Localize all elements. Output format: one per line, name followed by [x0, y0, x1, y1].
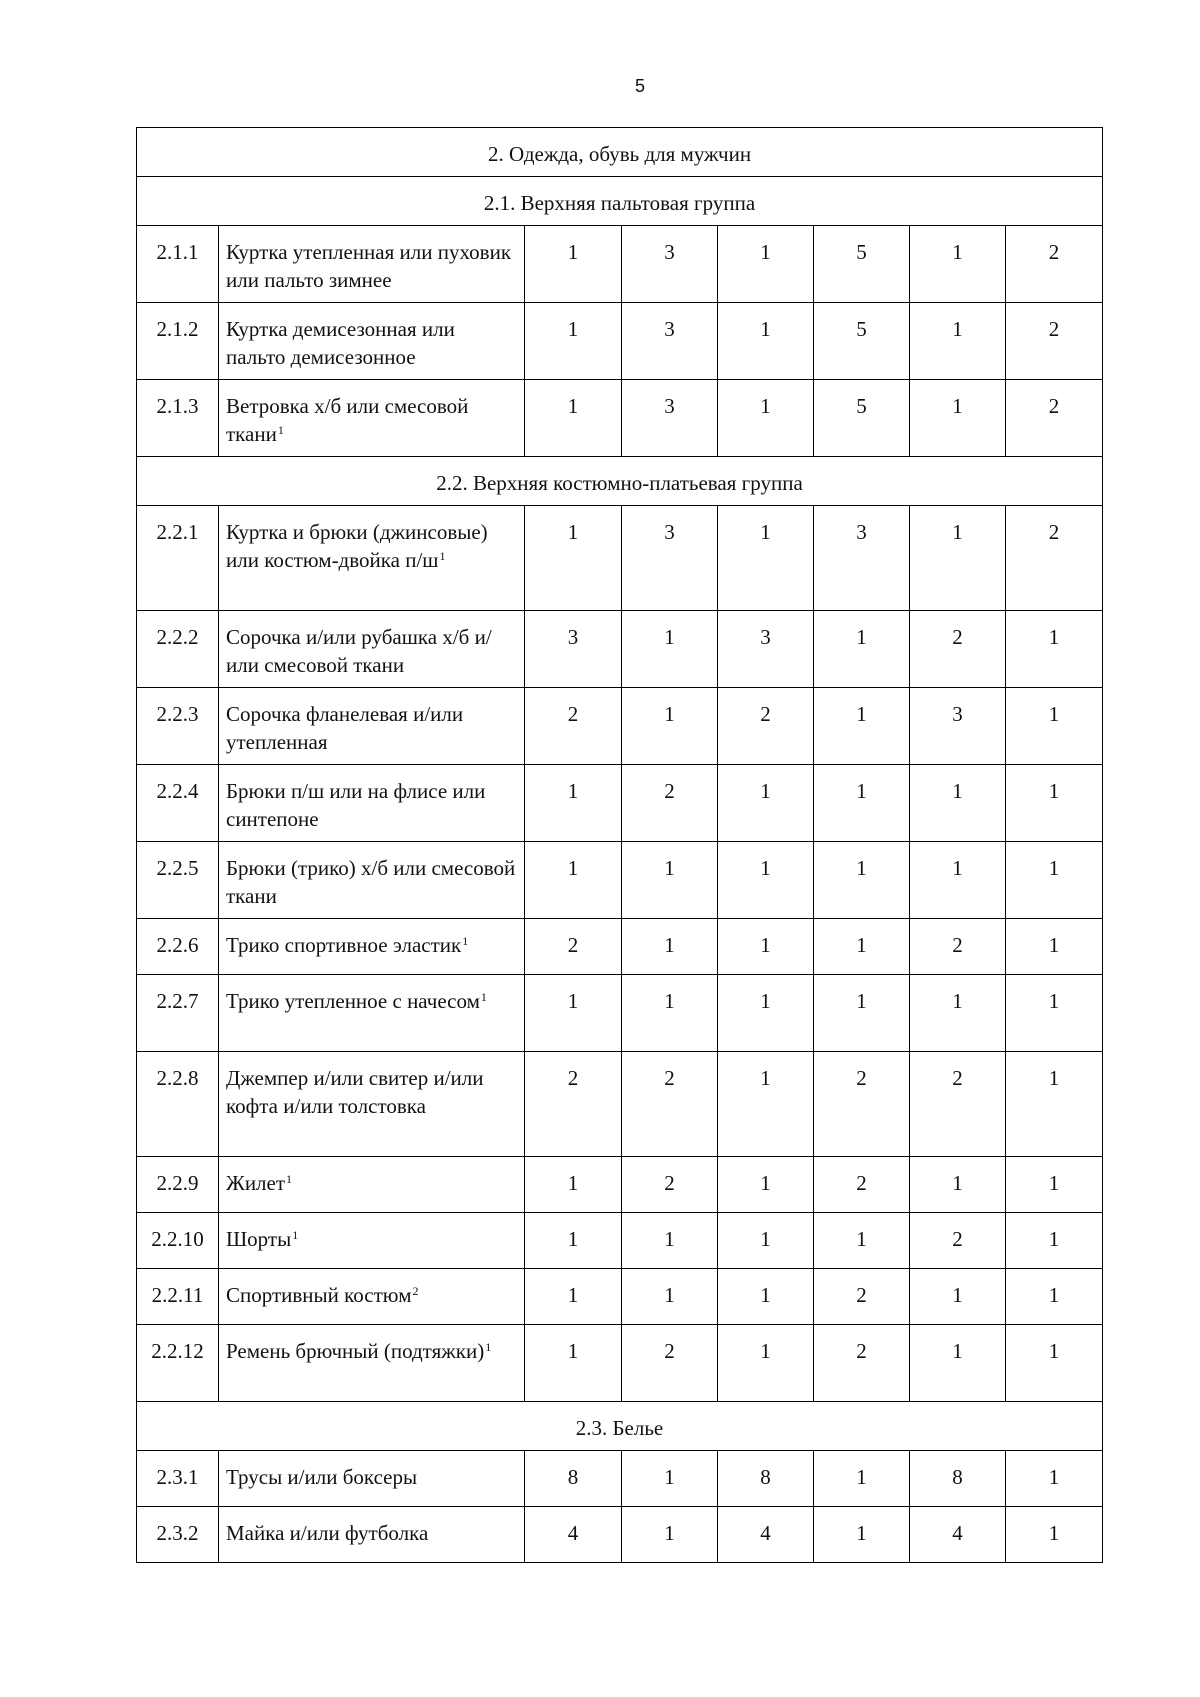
quantity-cell: 2 [622, 765, 718, 842]
quantity-cell: 1 [910, 1157, 1006, 1213]
quantity-cell: 2 [1006, 380, 1103, 457]
table-row [137, 303, 1103, 380]
quantity-cell: 1 [910, 303, 1006, 380]
item-name: Майка и/или футболка [226, 1521, 429, 1545]
item-name: Куртка и брюки (джинсовые) или костюм-двойка п/ш [226, 520, 488, 572]
quantity-cell: 3 [718, 611, 814, 688]
item-number: 2.2.3 [137, 688, 219, 765]
quantity-cell: 1 [622, 1451, 718, 1507]
quantity-cell: 1 [525, 975, 622, 1052]
table-row [137, 919, 1103, 975]
quantity-cell: 1 [622, 1269, 718, 1325]
item-number: 2.2.4 [137, 765, 219, 842]
quantity-cell: 1 [910, 842, 1006, 919]
quantity-cell: 2 [1006, 226, 1103, 303]
section-header-row [137, 1402, 1103, 1451]
quantity-cell: 2 [1006, 303, 1103, 380]
item-name-cell [219, 1451, 525, 1507]
item-number: 2.1.2 [137, 303, 219, 380]
item-name-cell [219, 919, 525, 975]
quantity-cell: 1 [910, 1325, 1006, 1402]
quantity-cell: 1 [718, 380, 814, 457]
item-number: 2.3.2 [137, 1507, 219, 1563]
section-title: 2.3. Белье [137, 1402, 1103, 1451]
item-number: 2.2.5 [137, 842, 219, 919]
quantity-cell: 2 [814, 1269, 910, 1325]
quantity-cell: 1 [910, 506, 1006, 611]
quantity-cell: 1 [814, 919, 910, 975]
quantity-cell: 1 [814, 1507, 910, 1563]
item-name: Трико спортивное эластик [226, 933, 462, 957]
quantity-cell: 2 [910, 919, 1006, 975]
section-header-row [137, 128, 1103, 177]
table-row [137, 1269, 1103, 1325]
footnote-marker: 2 [412, 1284, 419, 1298]
table-row [137, 765, 1103, 842]
item-name: Шорты [226, 1227, 292, 1251]
item-name: Куртка утепленная или пуховик или пальто зимнее [226, 240, 512, 292]
item-name: Спортивный костюм [226, 1283, 412, 1307]
quantity-cell: 2 [910, 1052, 1006, 1157]
page-number: 5 [634, 76, 645, 96]
quantity-cell: 1 [525, 842, 622, 919]
quantity-cell: 2 [814, 1052, 910, 1157]
item-name: Ремень брючный (подтяжки) [226, 1339, 485, 1363]
quantity-cell: 1 [622, 1507, 718, 1563]
item-name: Трусы и/или боксеры [226, 1465, 418, 1489]
table-row [137, 1157, 1103, 1213]
item-name: Сорочка фланелевая и/или утепленная [226, 702, 464, 754]
quantity-cell: 2 [525, 1052, 622, 1157]
quantity-cell: 1 [525, 303, 622, 380]
item-name-cell [219, 975, 525, 1052]
item-number: 2.2.7 [137, 975, 219, 1052]
item-number: 2.2.8 [137, 1052, 219, 1157]
item-number: 2.2.11 [137, 1269, 219, 1325]
item-name-cell [219, 765, 525, 842]
quantity-cell: 1 [814, 688, 910, 765]
quantity-cell: 1 [910, 975, 1006, 1052]
item-number: 2.2.6 [137, 919, 219, 975]
item-name-cell [219, 303, 525, 380]
table-row [137, 1052, 1103, 1157]
section-header-row [137, 457, 1103, 506]
clothing-norms-table [136, 127, 1103, 1563]
item-number: 2.2.9 [137, 1157, 219, 1213]
quantity-cell: 3 [622, 506, 718, 611]
table-row [137, 975, 1103, 1052]
quantity-cell: 1 [525, 1325, 622, 1402]
quantity-cell: 1 [622, 975, 718, 1052]
table-row [137, 226, 1103, 303]
item-name-cell [219, 842, 525, 919]
quantity-cell: 1 [622, 688, 718, 765]
quantity-cell: 1 [1006, 1507, 1103, 1563]
quantity-cell: 8 [910, 1451, 1006, 1507]
table-row [137, 688, 1103, 765]
quantity-cell: 1 [525, 1213, 622, 1269]
quantity-cell: 1 [622, 1213, 718, 1269]
quantity-cell: 3 [814, 506, 910, 611]
quantity-cell: 1 [1006, 1213, 1103, 1269]
item-name-cell [219, 506, 525, 611]
section-header-row [137, 177, 1103, 226]
footnote-marker: 1 [480, 990, 487, 1004]
quantity-cell: 5 [814, 380, 910, 457]
quantity-cell: 1 [1006, 765, 1103, 842]
table-row [137, 842, 1103, 919]
quantity-cell: 1 [718, 1052, 814, 1157]
item-name-cell [219, 1052, 525, 1157]
quantity-cell: 2 [718, 688, 814, 765]
quantity-cell: 1 [1006, 611, 1103, 688]
footnote-marker: 1 [462, 934, 469, 948]
item-name-cell [219, 380, 525, 457]
quantity-cell: 1 [1006, 688, 1103, 765]
table-row [137, 1213, 1103, 1269]
item-number: 2.2.10 [137, 1213, 219, 1269]
table-row [137, 1507, 1103, 1563]
quantity-cell: 1 [1006, 975, 1103, 1052]
quantity-cell: 1 [910, 226, 1006, 303]
quantity-cell: 1 [910, 1269, 1006, 1325]
quantity-cell: 1 [1006, 1052, 1103, 1157]
quantity-cell: 4 [525, 1507, 622, 1563]
quantity-cell: 1 [718, 975, 814, 1052]
quantity-cell: 1 [622, 919, 718, 975]
section-title: 2.1. Верхняя пальтовая группа [137, 177, 1103, 226]
item-name: Брюки п/ш или на флисе или синтепоне [226, 779, 486, 831]
quantity-cell: 1 [1006, 1269, 1103, 1325]
quantity-cell: 1 [1006, 1157, 1103, 1213]
quantity-cell: 2 [622, 1052, 718, 1157]
table-row [137, 506, 1103, 611]
item-number: 2.2.2 [137, 611, 219, 688]
quantity-cell: 1 [814, 1451, 910, 1507]
item-name: Джемпер и/или свитер и/или кофта и/или толстовка [226, 1066, 484, 1118]
quantity-cell: 2 [622, 1157, 718, 1213]
footnote-marker: 1 [292, 1228, 299, 1242]
quantity-cell: 8 [718, 1451, 814, 1507]
quantity-cell: 1 [718, 919, 814, 975]
quantity-cell: 1 [525, 765, 622, 842]
quantity-cell: 2 [1006, 506, 1103, 611]
quantity-cell: 1 [814, 975, 910, 1052]
item-name-cell [219, 226, 525, 303]
item-number: 2.3.1 [137, 1451, 219, 1507]
quantity-cell: 1 [814, 842, 910, 919]
quantity-cell: 8 [525, 1451, 622, 1507]
item-number: 2.2.1 [137, 506, 219, 611]
footnote-marker: 1 [277, 423, 284, 437]
quantity-cell: 1 [1006, 1325, 1103, 1402]
quantity-cell: 2 [525, 919, 622, 975]
quantity-cell: 1 [814, 1213, 910, 1269]
quantity-cell: 1 [718, 765, 814, 842]
footnote-marker: 1 [439, 549, 446, 563]
quantity-cell: 1 [1006, 1451, 1103, 1507]
item-name-cell [219, 1507, 525, 1563]
item-name: Жилет [226, 1171, 286, 1195]
quantity-cell: 1 [910, 765, 1006, 842]
quantity-cell: 4 [718, 1507, 814, 1563]
quantity-cell: 1 [718, 506, 814, 611]
table-row [137, 380, 1103, 457]
quantity-cell: 3 [622, 380, 718, 457]
quantity-cell: 2 [910, 611, 1006, 688]
quantity-cell: 1 [814, 765, 910, 842]
quantity-cell: 1 [525, 1157, 622, 1213]
quantity-cell: 1 [525, 1269, 622, 1325]
item-name-cell [219, 688, 525, 765]
quantity-cell: 1 [910, 380, 1006, 457]
quantity-cell: 1 [1006, 842, 1103, 919]
item-number: 2.1.1 [137, 226, 219, 303]
item-name-cell [219, 1157, 525, 1213]
quantity-cell: 4 [910, 1507, 1006, 1563]
section-title: 2.2. Верхняя костюмно-платьевая группа [137, 457, 1103, 506]
quantity-cell: 2 [910, 1213, 1006, 1269]
quantity-cell: 1 [718, 303, 814, 380]
quantity-cell: 1 [1006, 919, 1103, 975]
section-title: 2. Одежда, обувь для мужчин [137, 128, 1103, 177]
quantity-cell: 1 [525, 380, 622, 457]
quantity-cell: 1 [718, 226, 814, 303]
quantity-cell: 1 [718, 1157, 814, 1213]
item-number: 2.1.3 [137, 380, 219, 457]
table-row [137, 611, 1103, 688]
quantity-cell: 1 [525, 506, 622, 611]
quantity-cell: 3 [622, 303, 718, 380]
quantity-cell: 3 [910, 688, 1006, 765]
quantity-cell: 1 [622, 611, 718, 688]
table-body [137, 128, 1103, 1563]
table-row [137, 1325, 1103, 1402]
quantity-cell: 1 [622, 842, 718, 919]
quantity-cell: 3 [622, 226, 718, 303]
item-number: 2.2.12 [137, 1325, 219, 1402]
item-name-cell [219, 1325, 525, 1402]
item-name: Сорочка и/или рубашка х/б и/или смесовой ткани [226, 625, 492, 677]
item-name-cell [219, 1269, 525, 1325]
item-name: Брюки (трико) х/б или смесовой ткани [226, 856, 516, 908]
quantity-cell: 1 [718, 1325, 814, 1402]
quantity-cell: 2 [814, 1325, 910, 1402]
item-name-cell [219, 1213, 525, 1269]
quantity-cell: 3 [525, 611, 622, 688]
quantity-cell: 1 [718, 842, 814, 919]
quantity-cell: 1 [718, 1213, 814, 1269]
quantity-cell: 2 [814, 1157, 910, 1213]
quantity-cell: 1 [525, 226, 622, 303]
item-name-cell [219, 611, 525, 688]
quantity-cell: 2 [525, 688, 622, 765]
quantity-cell: 1 [814, 611, 910, 688]
quantity-cell: 5 [814, 226, 910, 303]
footnote-marker: 1 [485, 1340, 492, 1354]
quantity-cell: 5 [814, 303, 910, 380]
quantity-cell: 2 [622, 1325, 718, 1402]
item-name: Куртка демисезонная или пальто демисезонное [226, 317, 455, 369]
item-name: Ветровка х/б или смесовой ткани [226, 394, 469, 446]
footnote-marker: 1 [286, 1172, 293, 1186]
table-row [137, 1451, 1103, 1507]
quantity-cell: 1 [718, 1269, 814, 1325]
item-name: Трико утепленное с начесом [226, 989, 480, 1013]
